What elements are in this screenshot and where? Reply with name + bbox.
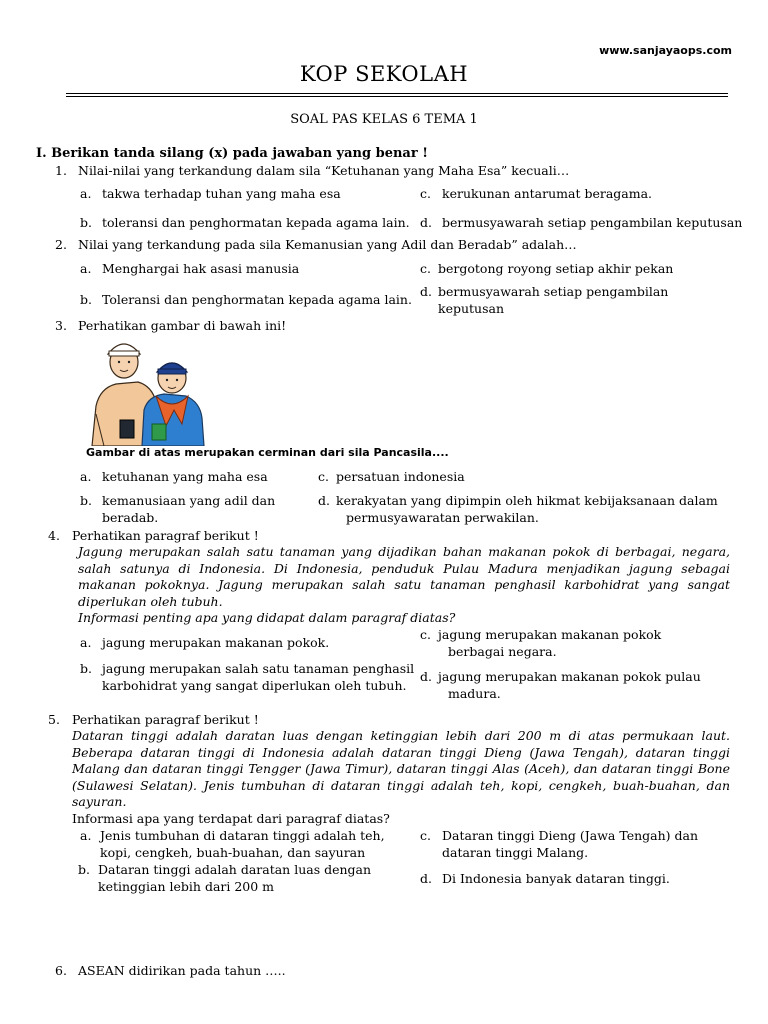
question-text: Perhatikan gambar di bawah ini! [78,318,287,333]
reading-paragraph: Dataran tinggi adalah daratan luas dengan ketinggian lebih dari 200 m di atas permukaan laut. Beberapa dataran tinggi di Indonesia adalah dataran tinggi Dieng (Jawa Tengah), dataran tinggi Malang dan dataran tinggi Tengger (Jawa Timur), dataran tinggi Alas (Aceh), dan dataran tinggi Bone (Sulawesi Selatan). Jenis tumbuhan di dataran tinggi adalah teh, kopi, cengkeh, buah-buahan, dan sayuran. [72,728,730,809]
exam-subtitle: SOAL PAS KELAS 6 TEMA 1 [290,112,478,127]
question-text: Perhatikan paragraf berikut ! [72,712,259,727]
option-b-line1: kemanusiaan yang adil dan [102,493,276,508]
option-b-line2: beradab. [102,510,159,525]
option-letter: b. [80,661,92,676]
option-b: toleransi dan penghormatan kepada agama lain. [102,215,410,230]
option-a: ketuhanan yang maha esa [102,469,268,484]
option-b-line2: ketinggian lebih dari 200 m [98,879,275,894]
option-b-line1: jagung merupakan salah satu tanaman penghasil [102,661,415,676]
option-c: kerukunan antarumat beragama. [442,186,653,201]
option-a: takwa terhadap tuhan yang maha esa [102,186,341,201]
image-caption: Gambar di atas merupakan cerminan dari sila Pancasila.... [86,446,449,459]
question-number: 3. [55,318,67,333]
option-letter: b. [80,493,92,508]
option-letter: a. [80,261,92,276]
option-a-line1: Jenis tumbuhan di dataran tinggi adalah teh, [100,828,385,843]
section-instruction: I. Berikan tanda silang (x) pada jawaban yang benar ! [36,146,428,161]
question-text: ASEAN didirikan pada tahun ….. [78,963,286,978]
reading-paragraph: Jagung merupakan salah satu tanaman yang dijadikan bahan makanan pokok di berbagai, negara, salah satunya di Indonesia. Di Indonesia, penduduk Pulau Madura menjadikan jagung sebagai makanan pokoknya. Jagung merupakan salah satu tanaman penghasil karbohidrat yang sangat diperlukan oleh tubuh. [78,544,730,609]
question-number: 1. [55,163,67,178]
option-letter: b. [80,292,92,307]
option-letter: a. [80,186,92,201]
option-b-line1: Dataran tinggi adalah daratan luas dengan [98,862,372,877]
option-d-line2: madura. [448,686,501,701]
option-letter: d. [420,284,432,299]
paragraph-question: Informasi apa yang terdapat dari paragraf diatas? [72,811,390,826]
option-d: bermusyawarah setiap pengambilan keputusan [442,215,743,230]
option-c-line1: Dataran tinggi Dieng (Jawa Tengah) dan [442,828,699,843]
question-number: 6. [55,963,67,978]
option-letter: d. [420,215,432,230]
option-letter: c. [420,627,431,642]
question-number: 4. [48,528,60,543]
question-text: Perhatikan paragraf berikut ! [72,528,259,543]
option-c: bergotong royong setiap akhir pekan [438,261,674,276]
option-letter: c. [318,469,329,484]
option-letter: d. [318,493,330,508]
question-text: Nilai-nilai yang terkandung dalam sila “Ketuhanan yang Maha Esa” kecuali… [78,163,570,178]
option-a-line2: kopi, cengkeh, buah-buahan, dan sayuran [100,845,366,860]
option-letter: d. [420,669,432,684]
question-number: 5. [48,712,60,727]
option-c-line1: jagung merupakan makanan pokok [438,627,662,642]
question-number: 2. [55,237,67,252]
option-c-line2: dataran tinggi Malang. [442,845,589,860]
question-text: Nilai yang terkandung pada sila Kemanusian yang Adil dan Beradab” adalah… [78,237,577,252]
option-letter: c. [420,261,431,276]
muslim-father-son-illustration [82,334,212,446]
option-d-line1: bermusyawarah setiap pengambilan [438,284,669,299]
school-letterhead-title: KOP SEKOLAH [299,62,469,86]
option-letter: c. [420,828,431,843]
header-rule [66,93,728,94]
website-url: www.sanjayaops.com [599,44,732,57]
option-letter: b. [80,215,92,230]
option-letter: a. [80,635,92,650]
option-c-line2: berbagai negara. [448,644,557,659]
option-letter: b. [78,862,90,877]
option-c: persatuan indonesia [336,469,465,484]
option-d: Di Indonesia banyak dataran tinggi. [442,871,670,886]
option-a: Menghargai hak asasi manusia [102,261,300,276]
option-b-line2: karbohidrat yang sangat diperlukan oleh tubuh. [102,678,407,693]
option-b: Toleransi dan penghormatan kepada agama lain. [102,292,412,307]
option-letter: c. [420,186,431,201]
option-d-line1: jagung merupakan makanan pokok pulau [438,669,701,684]
option-a: jagung merupakan makanan pokok. [102,635,330,650]
option-d-line2: permusyawaratan perwakilan. [346,510,539,525]
header-rule [66,96,728,97]
option-d-line1: kerakyatan yang dipimpin oleh hikmat kebijaksanaan dalam [336,493,718,508]
option-letter: a. [80,469,92,484]
option-letter: a. [80,828,92,843]
option-d-line2: keputusan [438,301,505,316]
paragraph-question: Informasi penting apa yang didapat dalam paragraf diatas? [78,610,456,625]
option-letter: d. [420,871,432,886]
